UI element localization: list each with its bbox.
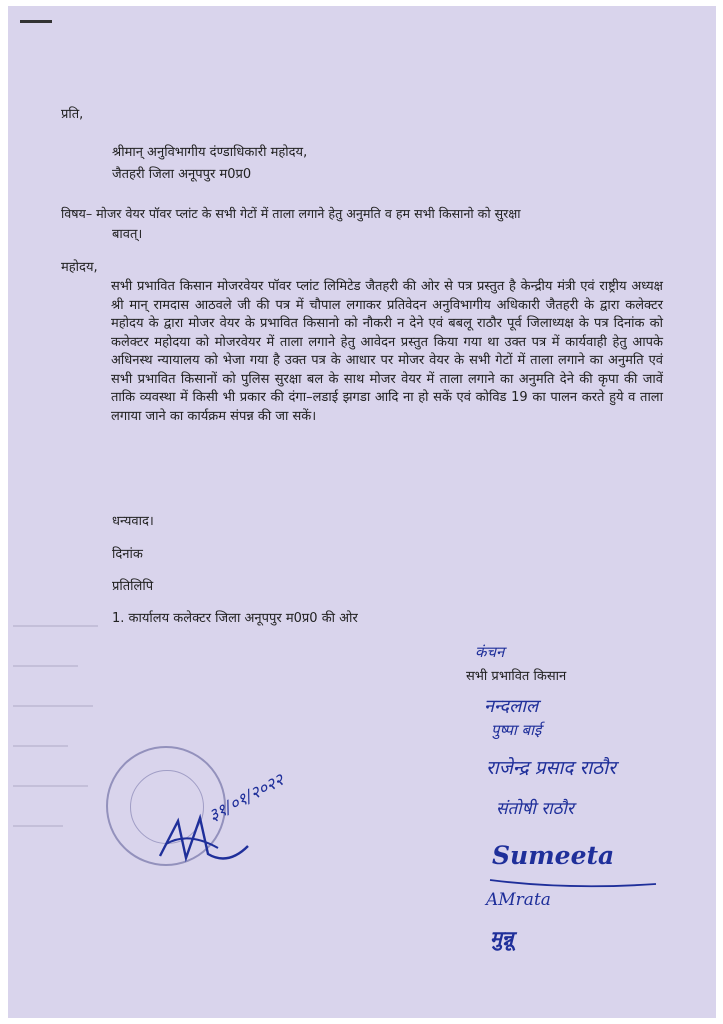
subject-line-2: बावत्। xyxy=(112,227,143,242)
signature-underline xyxy=(488,872,658,892)
greeting: महोदय, xyxy=(61,260,98,275)
corner-mark xyxy=(20,20,52,23)
salutation-to: प्रति, xyxy=(61,107,84,122)
signature-kanchan: कंचन xyxy=(475,643,505,661)
signature-sumeeta: Sumeeta xyxy=(492,841,615,870)
letter-body: सभी प्रभावित किसान मोजरवेयर पॉवर प्लांट लिमिटेड जैतहरी की ओर से पत्र प्रस्तुत है केन्द्रीय मंत्री एवं राष्ट्रीय अध्यक्ष श्री मान् रामदास आठवले जी की पत्र में चौपाल लगाकर प्रतिवेदन अनुविभागीय अधिकारी जैतहरी के द्वारा कलेक्टर महोदय के द्वारा मोजर वेयर के प्रभावित किसानो को नौकरी न देने एवं बबलू राठौर पूर्व जिलाध्यक्ष के पत्र दिनांक को कलेक्टर महोदया को मोजरवेयर में ताला लगाने हेतु आवेदन प्रस्तुत किया गया था उक्त पत्र में कार्यवाही हेतु आपके अधिनस्थ न्यायालय को भेजा गया है उक्त पत्र के आधार पर मोजर वेयर के सभी गेटों में ताला लगाने का अनुमति एवं सभी प्रभावित किसानों को पुलिस सुरक्षा बल के साथ मोजर वेयर में ताला लगाने का अनुमति देने की कृपा की जावें ताकि व्यवस्था में किसी भी प्रकार की दंगा–लडाई झगडा आदि ना हो सकें एवं कोविड 19 का पालन करते हुये व ताला लगाया जाने का कार्यक्रम संपन्न की जा सकें। xyxy=(111,279,663,424)
signature-pushpa-bai: पुष्पा बाई xyxy=(491,721,542,739)
date-label: दिनांक xyxy=(112,547,143,562)
official-received-date: ३१/०१/२०२२ xyxy=(205,770,288,827)
copy-label: प्रतिलिपि xyxy=(112,579,154,594)
signatory-label: सभी प्रभावित किसान xyxy=(466,669,567,684)
signature-nandlal: नन्दलाल xyxy=(484,696,539,717)
recipient-line-2: जैतहरी जिला अनूपपुर म0प्र0 xyxy=(112,167,252,182)
recipient-line-1: श्रीमान् अनुविभागीय दंण्डाधिकारी महोदय, xyxy=(112,145,308,160)
signature-amrata: AMrata xyxy=(486,890,551,910)
signature-munnu: मुन्नू xyxy=(490,926,514,950)
thanks: धन्यवाद। xyxy=(112,514,154,529)
signature-santoshi: संतोषी राठौर xyxy=(496,799,574,819)
bleed-through xyxy=(8,606,108,906)
letter-page xyxy=(8,6,716,1018)
subject-line-1: विषय– मोजर वेयर पॉवर प्लांट के सभी गेटों में ताला लगाने हेतु अनुमति व हम सभी किसानो को सुरक्षा xyxy=(61,206,521,221)
copy-item: 1. कार्यालय कलेक्टर जिला अनूपपुर म0प्र0 की ओर xyxy=(112,611,358,626)
signature-rajendra: राजेन्द्र प्रसाद राठौर xyxy=(486,757,616,779)
